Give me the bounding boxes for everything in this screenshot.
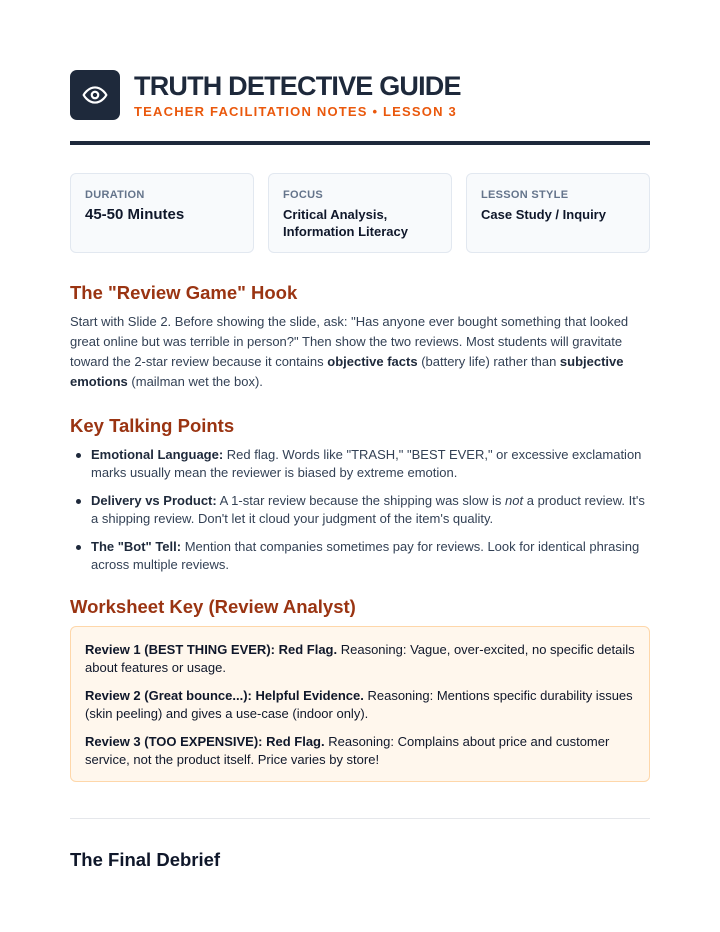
item-text: Mention that companies sometimes pay for reviews. Look for identical phrasing across multiple reviews. — [91, 539, 640, 572]
card-value: Case Study / Inquiry — [481, 207, 606, 222]
hook-bold-text: subjective emotions — [70, 354, 624, 389]
hook-text: (mailman wet the box). — [127, 374, 263, 389]
header-text — [134, 71, 461, 120]
hook-text: Start with Slide 2. Before showing the slide, ask: "Has anyone ever bought something that looked great online but was terrible in person?" Then show the two reviews. Most students will gravitate toward the 2-star review because it contains — [70, 314, 629, 369]
list-item — [70, 446, 650, 482]
hook-text: (battery life) rather than — [417, 354, 560, 369]
list-item — [70, 492, 650, 528]
section-divider — [70, 818, 650, 819]
key-text: Reasoning: Vague, over-excited, no specific details about features or usage. — [85, 642, 635, 675]
item-label: The "Bot" Tell: — [91, 539, 182, 554]
card-label: FOCUS — [283, 189, 323, 201]
card-value: 45-50 Minutes — [85, 206, 185, 223]
card-label: DURATION — [85, 189, 145, 201]
document-page — [70, 70, 650, 870]
hook-heading: The "Review Game" Hook — [70, 282, 298, 303]
item-text: a product review. It's a shipping review. Don't let it cloud your judgment of the item's quality. — [91, 493, 645, 526]
focus-card — [268, 173, 452, 253]
eye-icon — [82, 82, 108, 108]
hook-paragraph — [70, 312, 650, 392]
page-title: TRUTH DETECTIVE GUIDE — [134, 70, 461, 101]
page-subtitle: TEACHER FACILITATION NOTES • LESSON 3 — [134, 103, 457, 119]
card-label: LESSON STYLE — [481, 189, 569, 201]
hook-bold-text: objective facts — [327, 354, 418, 369]
debrief-heading: The Final Debrief — [70, 849, 221, 870]
talking-points-heading: Key Talking Points — [70, 415, 235, 436]
item-label: Emotional Language: — [91, 447, 224, 462]
key-label: Review 3 (TOO EXPENSIVE): Red Flag. — [85, 734, 325, 749]
item-label: Delivery vs Product: — [91, 493, 217, 508]
key-text: Reasoning: Complains about price and customer service, not the product itself. Price varies by store! — [85, 734, 610, 767]
duration-card — [70, 173, 254, 253]
logo-badge — [70, 70, 120, 120]
worksheet-key-box — [70, 626, 650, 782]
worksheet-key-item — [85, 641, 635, 677]
item-emphasis: not — [505, 493, 524, 508]
key-label: Review 2 (Great bounce...): Helpful Evidence. — [85, 688, 364, 703]
lesson-style-card — [466, 173, 650, 253]
document-header — [70, 70, 650, 120]
worksheet-key-item — [85, 733, 635, 769]
card-value-line: Information Literacy — [283, 224, 408, 239]
worksheet-key-item — [85, 687, 635, 723]
item-text: A 1-star review because the shipping was slow is — [216, 493, 506, 508]
worksheet-heading: Worksheet Key (Review Analyst) — [70, 596, 356, 617]
list-item — [70, 538, 650, 574]
item-text: Red flag. Words like "TRASH," "BEST EVER," or excessive exclamation marks usually mean the reviewer is biased by extreme emotion. — [91, 447, 642, 480]
header-divider — [70, 141, 650, 145]
card-value-line: Critical Analysis, — [283, 207, 388, 222]
key-label: Review 1 (BEST THING EVER): Red Flag. — [85, 642, 338, 657]
lesson-info-cards — [70, 173, 650, 253]
talking-points-list — [70, 446, 650, 584]
key-text: Reasoning: Mentions specific durability issues (skin peeling) and gives a use-case (indoor only). — [85, 688, 633, 721]
card-value — [283, 206, 437, 240]
